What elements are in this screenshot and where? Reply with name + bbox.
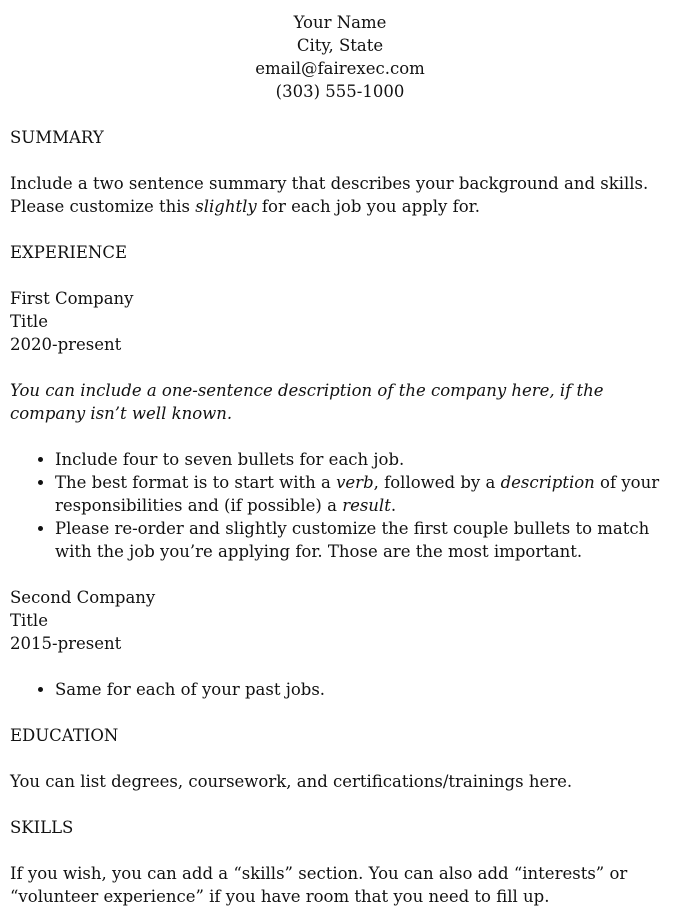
- summary-line-1: Include a two sentence summary that describes your background and skills.: [10, 174, 649, 193]
- email-line: email@fairexec.com: [255, 59, 425, 78]
- job-second-company: [10, 586, 680, 701]
- summary-line-2-before: Please customize this: [10, 197, 196, 216]
- name-line: Your Name: [293, 13, 387, 32]
- summary-line-2-emphasis: slightly: [195, 197, 257, 216]
- summary-heading: SUMMARY: [10, 128, 104, 147]
- list-item: [55, 471, 680, 517]
- company-description: [10, 379, 680, 425]
- job-title: Title: [10, 611, 48, 630]
- company-description-text: You can include a one-sentence description of the company here, if the company isn’t well known.: [10, 381, 604, 423]
- list-item: [55, 678, 680, 701]
- bullet-text: Please re-order and slightly customize the first couple bullets to match with the job you’re applying for. Those are the most important.: [55, 519, 650, 561]
- summary-line-2-after: for each job you apply for.: [256, 197, 480, 216]
- list-item: [55, 517, 680, 563]
- skills-text: If you wish, you can add a “skills” section. You can also add “interests” or “volunteer experience” if you have room that you need to fill up.: [10, 864, 628, 906]
- education-heading: EDUCATION: [10, 726, 119, 745]
- job-dates: 2020-present: [10, 335, 122, 354]
- job-first-company: [10, 287, 680, 563]
- job-dates: 2015-present: [10, 634, 122, 653]
- bullet-text: .: [390, 496, 397, 515]
- company-name: Second Company: [10, 588, 156, 607]
- list-item: [55, 448, 680, 471]
- bullet-text: , followed by a: [373, 473, 501, 492]
- job-bullets: [10, 678, 680, 701]
- bullet-text: Include four to seven bullets for each job.: [55, 450, 405, 469]
- job-bullets: [10, 448, 680, 563]
- education-text: You can list degrees, coursework, and certifications/trainings here.: [10, 772, 573, 791]
- bullet-text: The best format is to start with a: [55, 473, 337, 492]
- bullet-text: of your responsibilities and (if possible) a: [55, 473, 660, 515]
- experience-heading: EXPERIENCE: [10, 243, 128, 262]
- contact-header: [0, 11, 680, 103]
- bullet-emphasis-description: description: [500, 473, 595, 492]
- resume-document: [10, 11, 680, 908]
- bullet-emphasis-verb: verb: [336, 473, 374, 492]
- bullet-text: Same for each of your past jobs.: [55, 680, 326, 699]
- job-title: Title: [10, 312, 48, 331]
- skills-heading: SKILLS: [10, 818, 74, 837]
- company-name: First Company: [10, 289, 134, 308]
- summary-text: [10, 172, 680, 218]
- bullet-emphasis-result: result: [342, 496, 391, 515]
- location-line: City, State: [296, 36, 384, 55]
- phone-line: (303) 555-1000: [275, 82, 405, 101]
